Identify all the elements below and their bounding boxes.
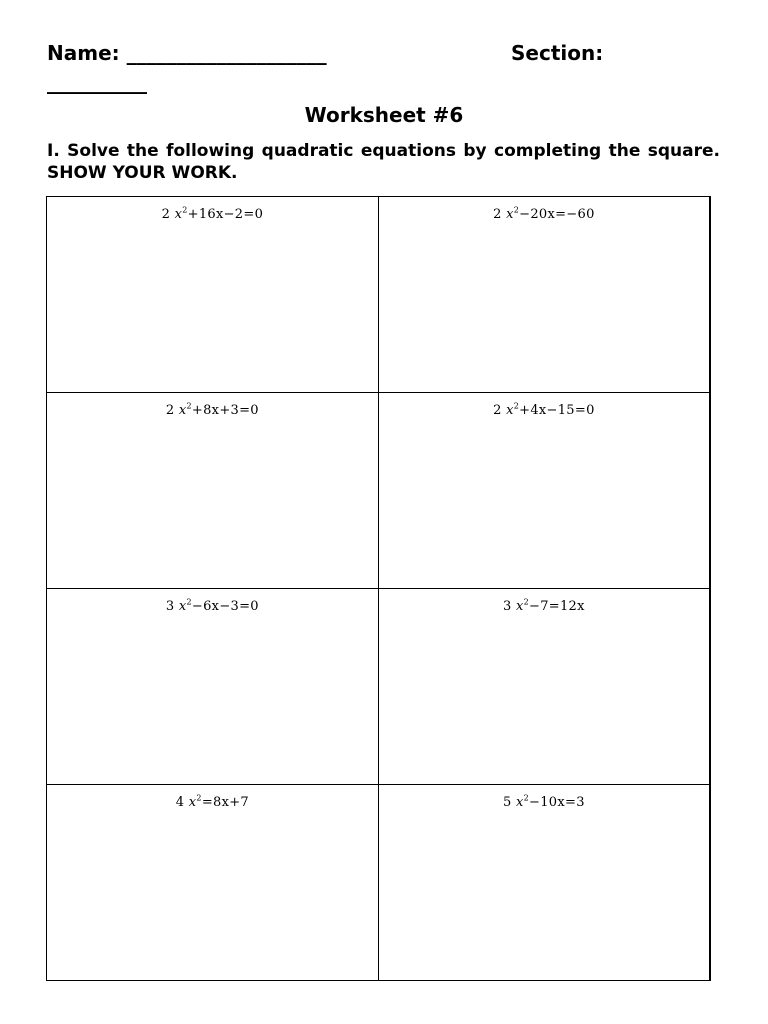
- problem-cell[interactable]: [378, 393, 710, 589]
- problem-cell[interactable]: [378, 197, 710, 393]
- equation: 2 $x^2+16x-2=0$: [161, 205, 264, 222]
- name-field-label: Name: ____________________: [47, 41, 327, 65]
- problem-cell[interactable]: [47, 785, 379, 981]
- problem-cell[interactable]: [378, 785, 710, 981]
- problem-cell[interactable]: [47, 393, 379, 589]
- problem-row: [47, 785, 711, 981]
- equation: 2 $x^2+4x-15=0$: [493, 401, 595, 418]
- equation: 2 $x^2+8x+3=0$: [165, 401, 259, 418]
- worksheet-title: Worksheet #6: [304, 103, 464, 127]
- equation: 5 $x^2-10x=3$: [502, 793, 585, 810]
- equation: 4 $x^2=8x+7$: [175, 793, 249, 810]
- problem-grid: [46, 196, 711, 981]
- equation: 2 $x^2-20x=-60$: [493, 205, 595, 222]
- equation: 3 $x^2-6x-3=0$: [165, 597, 259, 614]
- problem-cell[interactable]: [47, 589, 379, 785]
- problem-cell[interactable]: [47, 197, 379, 393]
- problem-cell[interactable]: [378, 589, 710, 785]
- section-field-blank: __________: [47, 70, 147, 94]
- problem-row: [47, 589, 711, 785]
- equation: 3 $x^2-7=12x$: [502, 597, 585, 614]
- instructions: I. Solve the following quadratic equations by completing the square. SHOW YOUR WORK.: [47, 141, 720, 183]
- problem-row: [47, 393, 711, 589]
- section-field-label: Section:: [511, 41, 604, 65]
- problem-row: [47, 197, 711, 393]
